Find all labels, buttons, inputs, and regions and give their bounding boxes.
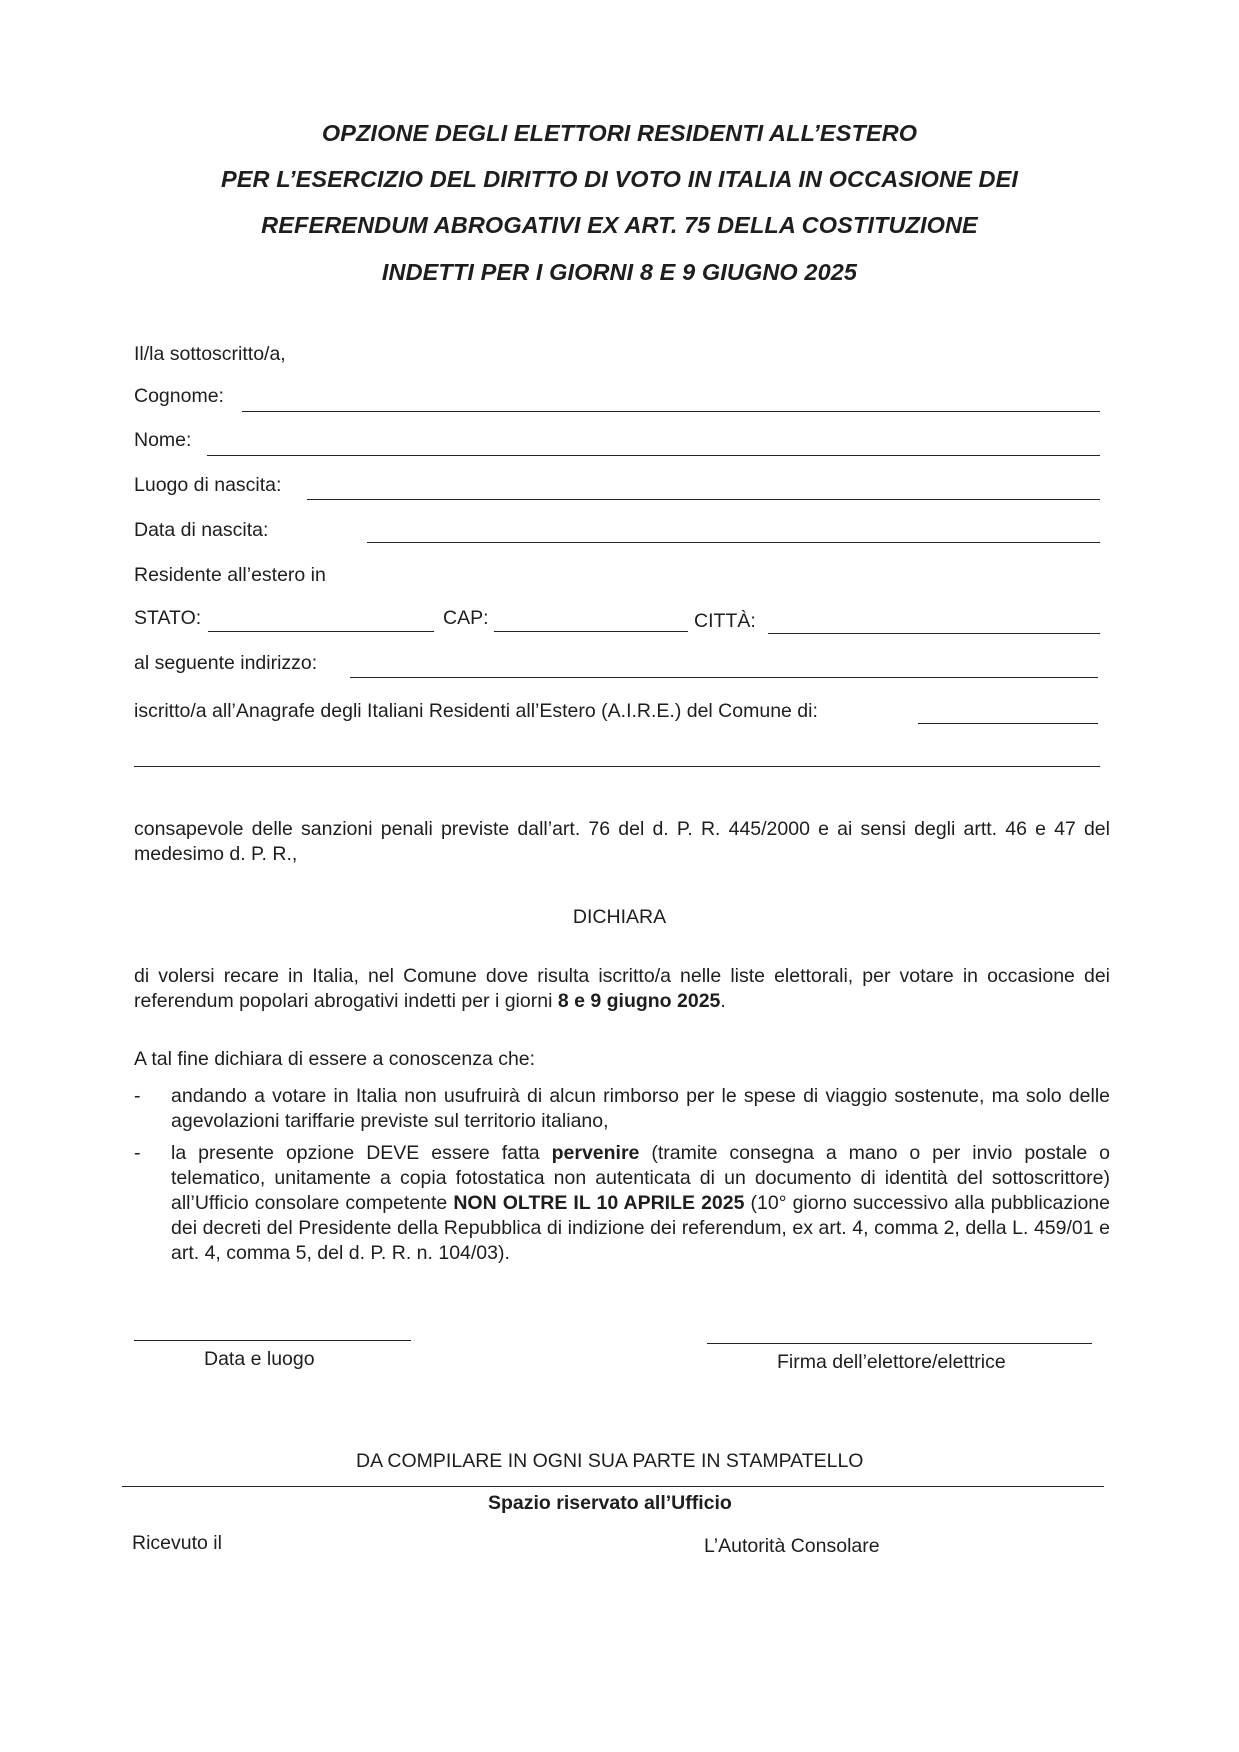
- dichiarazione-dates: 8 e 9 giugno 2025: [557, 990, 721, 1012]
- luogo-nascita-field[interactable]: [307, 499, 1100, 500]
- citta-field[interactable]: [768, 633, 1100, 634]
- bullet-2-part-2: (tramite consegna a mano o per invio postale o telematico, unitamente a copia fotostatica non autenticata di un documento di identità del sottoscrittore) all’Ufficio consolare competente: [171, 1142, 1111, 1214]
- dichiara-heading: DICHIARA: [572, 906, 667, 928]
- bullet-2-part-1: la presente opzione DEVE essere fatta: [171, 1142, 552, 1164]
- indirizzo-label: al seguente indirizzo:: [134, 652, 318, 674]
- dichiarazione-end: .: [720, 990, 726, 1012]
- stato-field[interactable]: [208, 631, 434, 632]
- aire-comune-field-continued[interactable]: [134, 766, 1100, 767]
- autorita-label: L’Autorità Consolare: [704, 1535, 880, 1557]
- cap-field[interactable]: [494, 631, 688, 632]
- data-nascita-label: Data di nascita:: [134, 519, 269, 541]
- conoscenza-intro: A tal fine dichiara di essere a conoscenza che:: [134, 1048, 536, 1070]
- bullet-2-bold-1: pervenire: [551, 1142, 640, 1164]
- office-divider: [122, 1486, 1104, 1487]
- title-line-3: REFERENDUM ABROGATIVI EX ART. 75 DELLA COSTITUZIONE: [261, 212, 978, 238]
- bullet-dash: -: [134, 1085, 141, 1107]
- residente-label: Residente all’estero in: [134, 564, 326, 586]
- conoscenza-bullet-2: [134, 1141, 1110, 1266]
- cap-label: CAP:: [443, 607, 489, 629]
- aire-label: iscritto/a all’Anagrafe degli Italiani Residenti all’Estero (A.I.R.E.) del Comune di:: [134, 700, 818, 722]
- title-line-1: OPZIONE DEGLI ELETTORI RESIDENTI ALL’ESTERO: [321, 120, 918, 146]
- nome-field[interactable]: [207, 455, 1100, 456]
- stampatello-note: DA COMPILARE IN OGNI SUA PARTE IN STAMPATELLO: [356, 1450, 864, 1472]
- aire-comune-field[interactable]: [918, 723, 1098, 724]
- bullet-2-text: [171, 1141, 1110, 1266]
- nome-label: Nome:: [134, 429, 192, 451]
- firma-field[interactable]: [707, 1343, 1092, 1344]
- cognome-field[interactable]: [242, 411, 1100, 412]
- bullet-2-part-3: (10° giorno successivo alla pubblicazione dei decreti del Presidente della Repubblica di indizione dei referendum, ex art. 4, comma 2, della L. 459/01 e art. 4, comma 5, del d. P. R. n. 104/03).: [171, 1192, 1110, 1264]
- ricevuto-label: Ricevuto il: [132, 1532, 222, 1554]
- bullet-dash: -: [134, 1142, 141, 1164]
- title-line-4: INDETTI PER I GIORNI 8 E 9 GIUGNO 2025: [381, 259, 858, 285]
- citta-label: CITTÀ:: [694, 610, 756, 632]
- intro-label: Il/la sottoscritto/a,: [134, 343, 286, 365]
- dichiarazione-text: di volersi recare in Italia, nel Comune dove risulta iscritto/a nelle liste elettorali, per votare in occasione dei referendum popolari abrogativi indetti per i giorni: [134, 965, 1110, 1012]
- bullet-1-text: andando a votare in Italia non usufruirà di alcun rimborso per le spese di viaggio sostenute, ma solo delle agevolazioni tariffarie previste sul territorio italiano,: [171, 1085, 1110, 1132]
- bullet-2-bold-2: NON OLTRE IL 10 APRILE 2025: [453, 1192, 745, 1214]
- data-luogo-field[interactable]: [134, 1340, 411, 1341]
- data-luogo-label: Data e luogo: [204, 1348, 315, 1370]
- stato-label: STATO:: [134, 607, 202, 629]
- luogo-nascita-label: Luogo di nascita:: [134, 474, 282, 496]
- indirizzo-field[interactable]: [350, 677, 1098, 678]
- office-reserved-heading: Spazio riservato all’Ufficio: [488, 1492, 732, 1514]
- cognome-label: Cognome:: [134, 385, 224, 407]
- consapevole-paragraph: consapevole delle sanzioni penali previste dall’art. 76 del d. P. R. 445/2000 e ai sensi degli artt. 46 e 47 del medesimo d. P. R.,: [134, 818, 1110, 865]
- conoscenza-bullet-1: [134, 1084, 1110, 1134]
- data-nascita-field[interactable]: [367, 542, 1100, 543]
- dichiarazione-paragraph: [134, 964, 1110, 1014]
- firma-label: Firma dell’elettore/elettrice: [777, 1351, 1006, 1373]
- title-line-2: PER L’ESERCIZIO DEL DIRITTO DI VOTO IN ITALIA IN OCCASIONE DEI: [221, 166, 1018, 192]
